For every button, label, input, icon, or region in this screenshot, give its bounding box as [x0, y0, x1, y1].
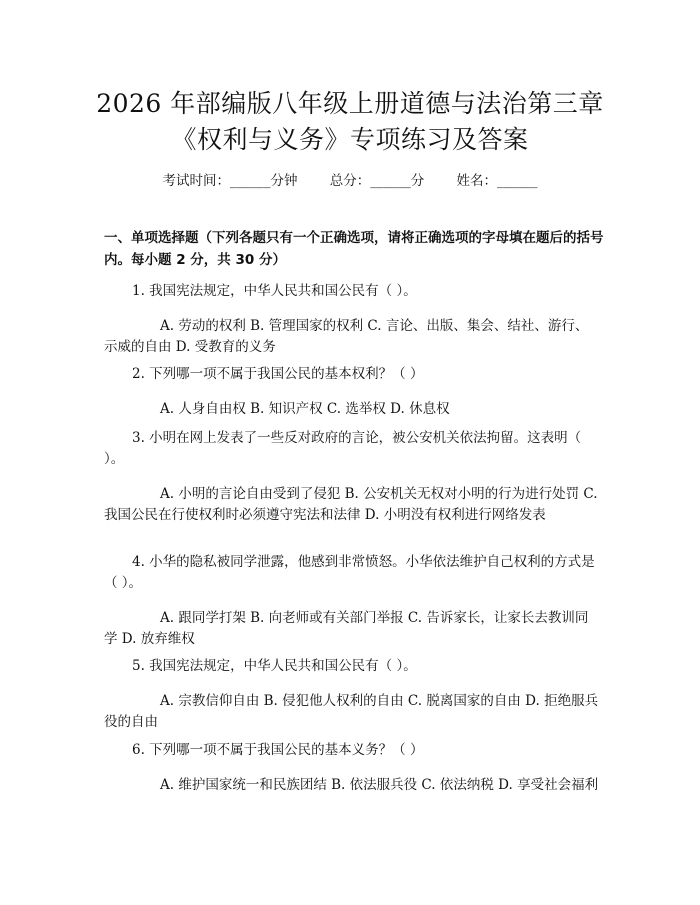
- question-options: A. 劳动的权利 B. 管理国家的权利 C. 言论、出版、集会、结社、游行、示威的自由 D. 受教育的义务: [104, 318, 589, 355]
- question-5: [104, 656, 601, 733]
- exam-meta: [0, 169, 700, 189]
- question-stem: 4. 小华的隐私被同学泄露，他感到非常愤怒。小华依法维护自己权利的方式是（ ）。: [104, 554, 595, 591]
- question-options: A. 人身自由权 B. 知识产权 C. 选举权 D. 休息权: [160, 401, 450, 417]
- document-title: [0, 86, 700, 158]
- section-heading: 一、单项选择题（下列各题只有一个正确选项，请将正确选项的字母填在题后的括号内。每小题 2 分，共 30 分）: [104, 230, 604, 268]
- question-stem: 3. 小明在网上发表了一些反对政府的言论，被公安机关依法拘留。这表明（ ）。: [104, 430, 582, 467]
- question-2: [104, 364, 601, 420]
- question-stem: 6. 下列哪一项不属于我国公民的基本义务？（ ）: [132, 742, 424, 758]
- question-options: A. 宗教信仰自由 B. 侵犯他人权利的自由 C. 脱离国家的自由 D. 拒绝服兵役的自由: [104, 693, 599, 730]
- question-3: [104, 428, 601, 526]
- total-score-field: 总分：______分: [329, 173, 425, 189]
- title-line-2: 《权利与义务》专项练习及答案: [171, 125, 529, 154]
- question-4: [104, 552, 601, 650]
- exam-time-field: 考试时间：______分钟: [162, 173, 298, 189]
- question-1: [104, 281, 601, 358]
- student-name-field: 姓名：______: [456, 173, 538, 189]
- question-options: A. 维护国家统一和民族团结 B. 依法服兵役 C. 依法纳税 D. 享受社会福利: [160, 777, 599, 793]
- question-stem: 2. 下列哪一项不属于我国公民的基本权利？（ ）: [132, 366, 424, 382]
- title-line-1: 2026 年部编版八年级上册道德与法治第三章: [96, 89, 604, 118]
- question-options: A. 小明的言论自由受到了侵犯 B. 公安机关无权对小明的行为进行处罚 C. 我国公民在行使权利时必须遵守宪法和法律 D. 小明没有权利进行网络发表: [104, 486, 598, 523]
- question-stem: 1. 我国宪法规定，中华人民共和国公民有（ ）。: [132, 283, 417, 299]
- question-options: A. 跟同学打架 B. 向老师或有关部门举报 C. 告诉家长，让家长去教训同学 D. 放弃维权: [104, 610, 589, 647]
- question-stem: 5. 我国宪法规定，中华人民共和国公民有（ ）。: [132, 658, 417, 674]
- question-6: [104, 740, 601, 796]
